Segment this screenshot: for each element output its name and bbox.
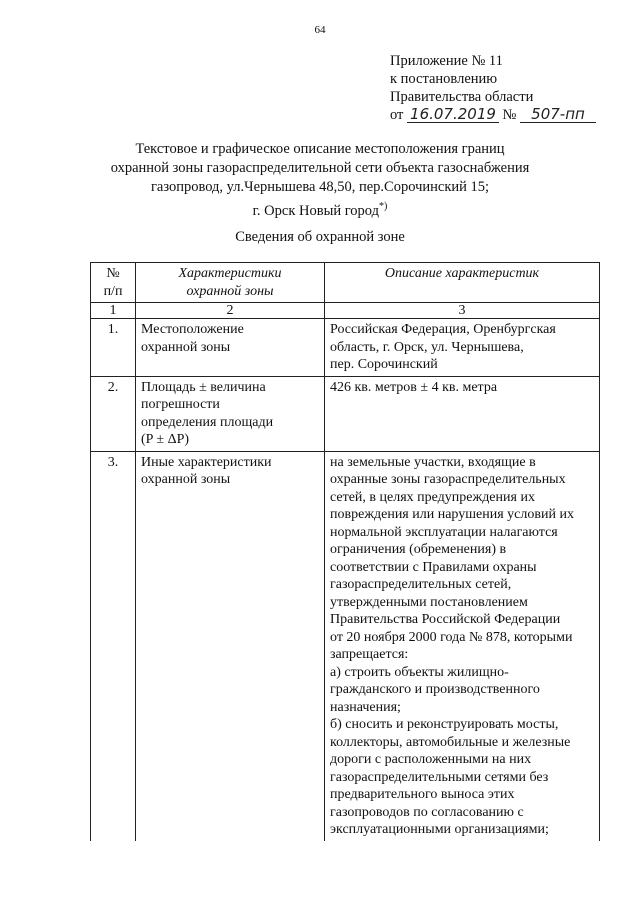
row-characteristic: Местоположение охранной зоны	[136, 319, 325, 377]
row-description: Российская Федерация, Оренбургская область, г. Орск, ул. Чернышева, пер. Сорочинский	[325, 319, 600, 377]
index-cell: 2	[136, 303, 325, 319]
number-sign: №	[502, 107, 517, 123]
table-row	[91, 451, 600, 841]
row-number: 3.	[91, 451, 136, 841]
handwritten-number: 507-пп	[520, 106, 596, 123]
title-line-4	[80, 197, 560, 221]
section-subtitle: Сведения об охранной зоне	[235, 229, 405, 245]
appendix-block	[390, 52, 596, 124]
handwritten-date: 16.07.2019	[407, 106, 499, 123]
row-number: 2.	[91, 376, 136, 451]
title-line-2: охранной зоны газораспределительной сети объекта газоснабжения	[110, 160, 530, 176]
appendix-line-resolution: к постановлению	[390, 71, 498, 87]
appendix-line-government: Правительства области	[390, 89, 534, 105]
row-characteristic: Иные характеристики охранной зоны	[136, 451, 325, 841]
page-number: 64	[314, 24, 326, 36]
row-description: 426 кв. метров ± 4 кв. метра	[325, 376, 600, 451]
appendix-title: Приложение № 11	[390, 53, 503, 69]
table-row	[91, 376, 600, 451]
appendix-date-line	[390, 106, 596, 124]
header-characteristics: Характеристики охранной зоны	[136, 263, 325, 303]
title-city: г. Орск Новый город	[252, 202, 380, 219]
header-number: № п/п	[91, 263, 136, 303]
index-cell: 3	[325, 303, 600, 319]
title-line-3: газопровод, ул.Чернышева 48,50, пер.Сорочинский 15;	[150, 179, 490, 195]
row-characteristic: Площадь ± величина погрешности определения площади (P ± ΔP)	[136, 376, 325, 451]
row-description: на земельные участки, входящие в охранные зоны газораспределительных сетей, в целях предупреждения их повреждения или нарушения условий их нормальной эксплуатации налагаются ограничения (обременения) в соответствии с Правилами охраны газораспределительных сетей, утвержденными постановлением Правительства Российской Федерации от 20 ноября 2000 года № 878, которыми запрещается: а) строить объекты жилищно- гражданского и производственного назначения; б) сносить и реконструировать мосты, коллекторы, автомобильные и железные дороги с расположенными на них газораспределительными сетями без предварительного выноса этих газопроводов по согласованию с эксплуатационными организациями;	[325, 451, 600, 841]
table-index-row	[91, 303, 600, 319]
table-row	[91, 319, 600, 377]
header-description: Описание характеристик	[325, 263, 600, 303]
date-prefix: от	[390, 107, 404, 123]
table-header-row	[91, 263, 600, 303]
index-cell: 1	[91, 303, 136, 319]
row-number: 1.	[91, 319, 136, 377]
footnote-mark: *)	[379, 201, 388, 212]
protection-zone-table	[90, 262, 600, 841]
title-line-1: Текстовое и графическое описание местоположения границ	[135, 141, 505, 157]
document-title	[80, 140, 560, 221]
